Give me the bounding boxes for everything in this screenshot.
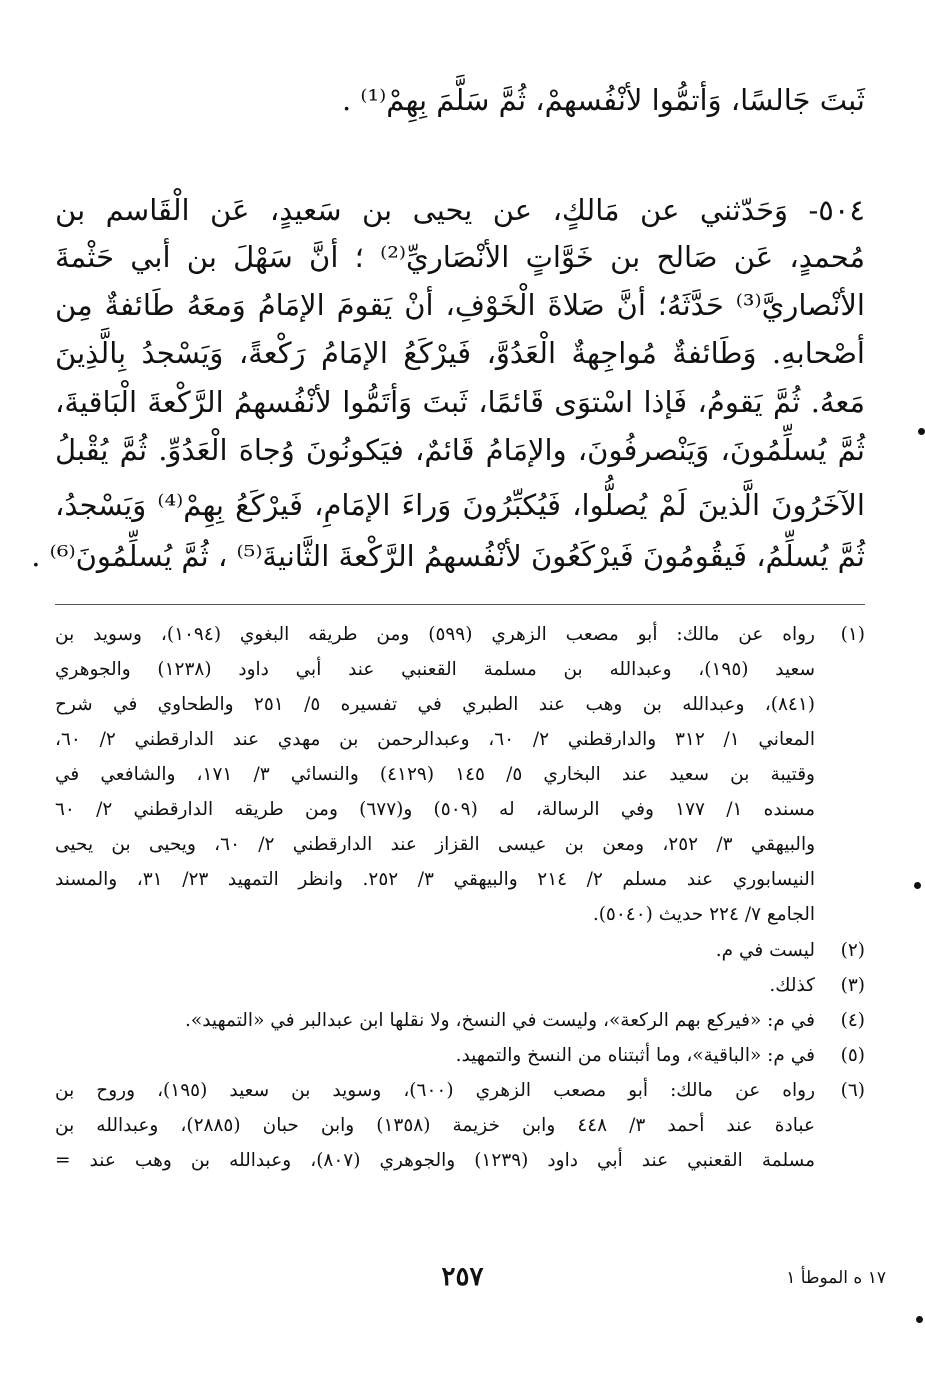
- footnote-line: والبيهقي ٣/ ٢٥٢، ومعن بن عيسى القزاز عند الدارقطني ٢/ ٦٠، ويحيى بن يحيى: [55, 834, 816, 855]
- footnote-text: كذلك.: [769, 975, 815, 996]
- hadith-line: الأنْصاريَّ⁽³⁾ حَدَّثَهُ؛ أنَّ صَلاةَ الْخَوْفِ، أنْ يَقومَ الإمَامُ وَمعَهُ طَائفةٌ مِن: [55, 288, 865, 322]
- footnote-divider: [55, 604, 865, 605]
- footnote-line: المعاني ١/ ٣١٢ والدارقطني ٢/ ٦٠، وعبدالرحمن بن مهدي عند الدارقطني ٢/ ٦٠،: [55, 729, 815, 750]
- footnote-line: رواه عن مالك: أبو مصعب الزهري (٥٩٩) ومن طريقه البغوي (١٠٩٤)، وسويد بن: [55, 624, 815, 645]
- footnote-text: في م: «الباقية»، وما أثبتناه من النسخ والتمهيد.: [455, 1045, 815, 1066]
- hadith-line: مَعهُ. ثُمَّ يَقومُ، فَإذا اسْتوَى قَائمًا، ثَبتَ وَأتَمُّوا لأنْفُسهمُ الرَّكْعةَ الْبَاقيةَ،: [55, 385, 865, 419]
- footnote-number: (٤): [840, 1010, 865, 1031]
- hadith-line: ثُمَّ يُسلِّمُ، فَيقُومُونَ فَيرْكَعُونَ لأنْفُسهمُ الرَّكْعةَ الثَّانيةَ⁽⁵⁾ ، ثُمَّ يُسلِّمُونَ⁽⁶⁾ .: [31, 539, 865, 573]
- footnote-number: (٦): [840, 1080, 865, 1101]
- footnote-line: رواه عن مالك: أبو مصعب الزهري (٦٠٠)، وسويد بن سعيد (١٩٥)، وروح بن: [55, 1080, 815, 1101]
- footnote-line: مسلمة القعنبي عند أبي داود (١٢٣٩) والجوهري (٨٠٧)، وعبدالله بن وهب عند =: [55, 1150, 815, 1171]
- footnote-text: في م: «فيركع بهم الركعة»، وليست في النسخ، ولا نقلها ابن عبدالبر في «التمهيد».: [185, 1010, 815, 1031]
- margin-mark: [916, 1316, 923, 1323]
- margin-mark: [914, 882, 921, 889]
- page-number: ٢٥٧: [441, 1262, 484, 1292]
- footnote-line: مسنده ١/ ١٧٧ وفي الرسالة، له (٥٠٩) و(٦٧٧) ومن طريقه الدارقطني ٢/ ٦٠: [55, 799, 816, 820]
- footnote-number: (٣): [840, 975, 865, 996]
- hadith-line: ٥٠٤- وَحَدّثني عن مَالكٍ، عن يحيى بن سَعيدٍ، عَن الْقَاسم بن: [55, 193, 865, 227]
- footnote-line: وقتيبة بن سعيد عند البخاري ٥/ ١٤٥ (٤١٢٩) والنسائي ٣/ ١٧١، والشافعي في: [55, 764, 815, 785]
- footnote-number: (١): [840, 624, 865, 645]
- footnote-number: (٥): [840, 1045, 865, 1066]
- footnote-text: ليست في م.: [715, 940, 815, 961]
- footnote-line: الجامع ٧/ ٢٢٤ حديث (٥٠٤٠).: [592, 904, 815, 925]
- hadith-line: ثُمَّ يُسلِّمُونَ، وَيَنْصرفُونَ، والإمَامُ قَائمٌ، فيَكونُونَ وُجاهَ الْعَدُوِّ. ثُمَّ يُقْبلُ: [55, 433, 865, 467]
- signature-mark: ١٧ ه الموطأ ١: [786, 1268, 886, 1288]
- hadith-line: مُحمدٍ، عَن صَالح بن خَوَّاتٍ الأنْصَاريِّ⁽²⁾ ؛ أنَّ سَهْلَ بن أبي حَثْمةَ: [55, 240, 865, 274]
- footnote-line: سعيد (١٩٥)، وعبدالله بن مسلمة القعنبي عند أبي داود (١٢٣٨) والجوهري: [55, 659, 815, 680]
- margin-mark: [918, 428, 925, 435]
- footnote-line: عبادة عند أحمد ٣/ ٤٤٨ وابن خزيمة (١٣٥٨) وابن حبان (٢٨٨٥)، وعبدالله بن: [55, 1115, 815, 1136]
- hadith-line: الآخَرُونَ الَّذينَ لَمْ يُصلُّوا، فَيُكبِّرُونَ وَراءَ الإمَامِ، فَيرْكَعُ بِهِمْ⁽⁴⁾ وَيَسْجدُ،: [55, 488, 865, 522]
- footnote-line: النيسابوري عند مسلم ٢/ ٢١٤ والبيهقي ٣/ ٢٥٢. وانظر التمهيد ٢٣/ ٣١، والمسند: [55, 869, 815, 890]
- hadith-line: أصْحابهِ. وَطَائفةٌ مُواجِهةٌ الْعَدُوَّ، فَيرْكَعُ الإمَامُ رَكْعةً، وَيَسْجدُ بِالَّذِينَ: [55, 336, 865, 370]
- footnote-number: (٢): [840, 940, 865, 961]
- main-top-line: ثَبتَ جَالسًا، وَأتمُّوا لأنْفُسهمْ، ثُمَّ سَلَّمَ بِهِمْ⁽¹⁾ .: [341, 83, 865, 117]
- footnote-line: (٨٤١)، وعبدالله بن وهب عند الطبري في تفسيره ٥/ ٢٥١ والطحاوي في شرح: [55, 694, 815, 715]
